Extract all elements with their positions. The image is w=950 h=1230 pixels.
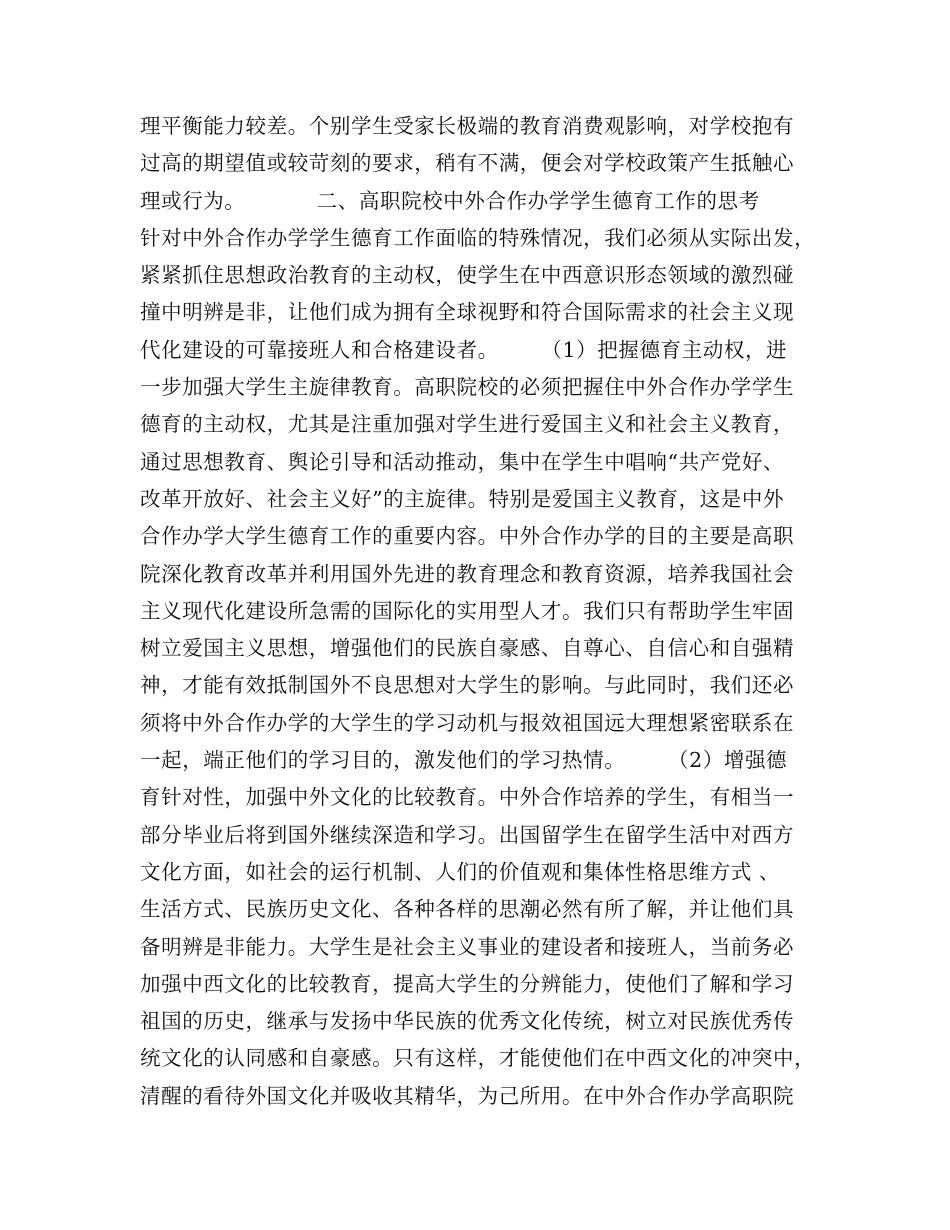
text-line: 统文化的认同感和自豪感。只有这样，才能使他们在中西文化的冲突中， (140, 1046, 816, 1071)
text-line: 生活方式、民族历史文化、各种各样的思潮必然有所了解，并让他们具 (140, 897, 795, 922)
text-line: 树立爱国主义思想，增强他们的民族自豪感、自尊心、自信心和自强精 (140, 636, 795, 661)
text-line: 部分毕业后将到国外继续深造和学习。出国留学生在留学生活中对西方 (140, 822, 795, 847)
text-line: 一起，端正他们的学习目的，激发他们的学习热情。 （2）增强德 (140, 748, 788, 773)
text-line: 神，才能有效抵制国外不良思想对大学生的影响。与此同时，我们还必 (140, 673, 795, 698)
text-line: 理平衡能力较差。个别学生受家长极端的教育消费观影响，对学校抱有 (140, 114, 795, 138)
text-line: 理或行为。 二、高职院校中外合作办学学生德育工作的思考 (140, 188, 760, 213)
text-line: 清醒的看待外国文化并吸收其精华，为己所用。在中外合作办学高职院 (140, 1083, 795, 1108)
text-line: 主义现代化建设所急需的国际化的实用型人才。我们只有帮助学生牢固 (140, 598, 795, 623)
text-line: 祖国的历史，继承与发扬中华民族的优秀文化传统，树立对民族优秀传 (140, 1009, 795, 1034)
text-line: 加强中西文化的比较教育，提高大学生的分辨能力，使他们了解和学习 (140, 971, 795, 996)
text-line: 代化建设的可靠接班人和合格建设者。 （1）把握德育主动权，进 (140, 337, 788, 362)
text-line: 一步加强大学生主旋律教育。高职院校的必须把握住中外合作办学学生 (140, 375, 795, 400)
text-line: 合作办学大学生德育工作的重要内容。中外合作办学的目的主要是高职 (140, 524, 795, 549)
text-line: 过高的期望值或较苛刻的要求，稍有不满，便会对学校政策产生抵触心 (140, 151, 795, 176)
text-line: 德育的主动权，尤其是注重加强对学生进行爱国主义和社会主义教育， (140, 412, 795, 437)
text-line: 育针对性，加强中外文化的比较教育。中外合作培养的学生，有相当一 (140, 785, 795, 810)
text-line: 文化方面，如社会的运行机制、人们的价值观和集体性格思维方式 、 (140, 859, 781, 884)
text-line: 院深化教育改革并利用国外先进的教育理念和教育资源，培养我国社会 (140, 561, 795, 586)
text-line: 撞中明辨是非，让他们成为拥有全球视野和符合国际需求的社会主义现 (140, 300, 795, 325)
body-text (140, 108, 830, 1115)
text-line: 紧紧抓住思想政治教育的主动权，使学生在中西意识形态领域的激烈碰 (140, 263, 795, 288)
text-line: 通过思想教育、舆论引导和活动推动，集中在学生中唱响“共产党好、 (140, 449, 785, 474)
text-line: 改革开放好、社会主义好”的主旋律。特别是爱国主义教育，这是中外 (140, 486, 785, 511)
text-line: 须将中外合作办学的大学生的学习动机与报效祖国远大理想紧密联系在 (140, 710, 795, 735)
text-line: 针对中外合作办学学生德育工作面临的特殊情况，我们必须从实际出发， (140, 225, 816, 250)
text-line: 备明辨是非能力。大学生是社会主义事业的建设者和接班人，当前务必 (140, 934, 795, 959)
